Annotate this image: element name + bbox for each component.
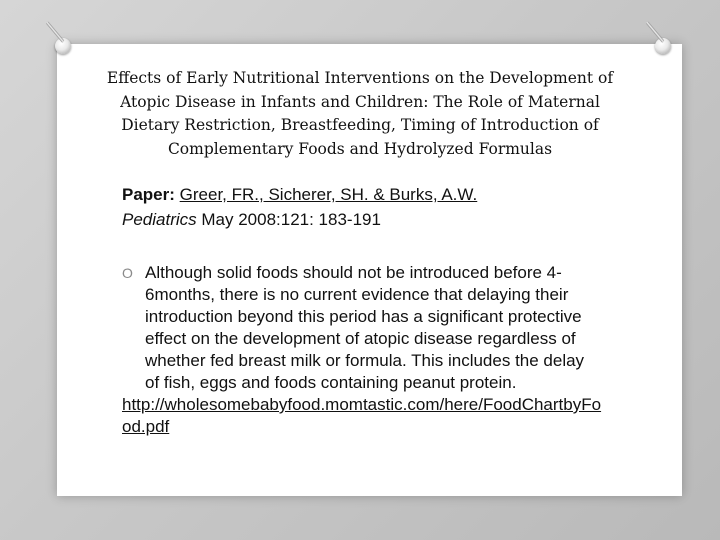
title-line: Atopic Disease in Infants and Children: The Role of Maternal (120, 92, 600, 111)
pushpin-icon (655, 38, 671, 54)
paper-citation-details: May 2008:121: 183-191 (196, 210, 381, 229)
slide-title (100, 67, 620, 161)
paper-journal: Pediatrics (122, 210, 197, 229)
paper-label: Paper: (122, 185, 175, 204)
title-line: Dietary Restriction, Breastfeeding, Timing of Introduction of (121, 116, 599, 134)
paper-authors: Greer, FR., Sicherer, SH. & Burks, A.W. (179, 185, 478, 204)
bullet-text: Although solid foods should not be introduced before 4-6months, there is no current evidence that delaying their introduction beyond this period has a significant protective effect on the development of atopic disease regardless of whether fed breast milk or formula. This includes the delay of fish, eggs and foods containing peanut protein. (145, 263, 585, 392)
bullet-marker-icon: O (122, 265, 133, 281)
bullet-point (122, 262, 602, 438)
paper-citation (122, 182, 642, 232)
title-line: Effects of Early Nutritional Interventions on the Development of (106, 69, 614, 87)
resource-link[interactable]: http://wholesomebabyfood.momtastic.com/here/FoodChartbyFood.pdf (122, 395, 602, 436)
title-line: Complementary Foods and Hydrolyzed Formulas (167, 139, 553, 158)
pushpin-icon (55, 38, 71, 54)
